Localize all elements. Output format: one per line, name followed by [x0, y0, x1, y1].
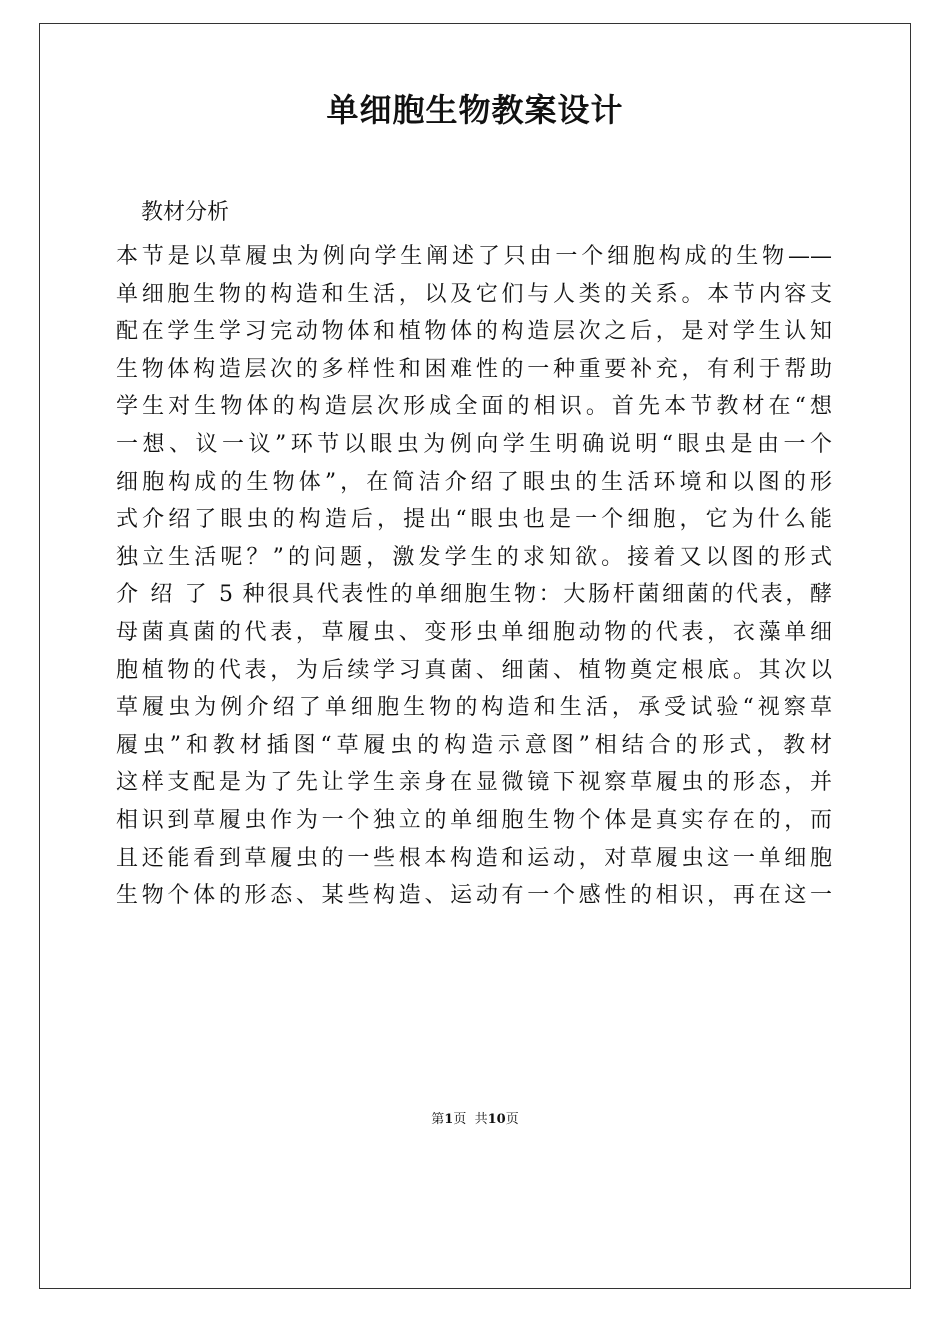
body-line: 母菌真菌的代表，草履虫、变形虫单细胞动物的代表，衣藻单细	[116, 619, 832, 645]
footer-page-suffix: 页	[505, 1112, 519, 1127]
footer-page-prefix: 第	[431, 1112, 445, 1127]
body-line: 细胞构成的生物体”，在简洁介绍了眼虫的生活环境和以图的形	[116, 469, 832, 495]
section-heading: 教材分析	[141, 200, 230, 225]
body-line: 这样支配是为了先让学生亲身在显微镜下视察草履虫的形态，并	[116, 770, 832, 796]
body-line: 独立生活呢？”的问题，激发学生的求知欲。接着又以图的形式	[116, 544, 832, 570]
page-footer	[0, 1110, 950, 1130]
body-line: 生物个体的形态、某些构造、运动有一个感性的相识，再在这一	[116, 883, 832, 909]
body-line: 一想、议一议”环节以眼虫为例向学生明确说明“眼虫是由一个	[116, 431, 832, 457]
body-line: 单细胞生物的构造和生活，以及它们与人类的关系。本节内容支	[116, 281, 832, 307]
body-line: 式介绍了眼虫的构造后，提出“眼虫也是一个细胞，它为什么能	[116, 507, 832, 533]
body-line: 且还能看到草履虫的一些根本构造和运动，对草履虫这一单细胞	[116, 845, 832, 871]
document-title: 单细胞生物教案设计	[326, 91, 624, 129]
body-text	[116, 238, 832, 915]
footer-page-current: 1	[444, 1112, 454, 1127]
body-line: 草履虫为例介绍了单细胞生物的构造和生活，承受试验“视察草	[116, 695, 832, 721]
body-line: 学生对生物体的构造层次形成全面的相识。首先本节教材在“想	[116, 394, 832, 420]
body-line: 生物体构造层次的多样性和困难性的一种重要补充，有利于帮助	[116, 356, 832, 382]
body-line: 本节是以草履虫为例向学生阐述了只由一个细胞构成的生物——	[116, 244, 832, 269]
body-line: 履虫”和教材插图“草履虫的构造示意图”相结合的形式，教材	[116, 732, 832, 758]
footer-page-total: 10	[487, 1112, 506, 1127]
body-line: 相识到草履虫作为一个独立的单细胞生物个体是真实存在的，而	[116, 807, 832, 833]
body-line: 配在学生学习完动物体和植物体的构造层次之后，是对学生认知	[116, 319, 832, 345]
body-line: 胞植物的代表，为后续学习真菌、细菌、植物奠定根底。其次以	[116, 657, 832, 683]
footer-page-mid: 页 共	[453, 1112, 488, 1127]
body-line: 介 绍 了 5 种很具代表性的单细胞生物：大肠杆菌细菌的代表，酵	[116, 582, 832, 608]
